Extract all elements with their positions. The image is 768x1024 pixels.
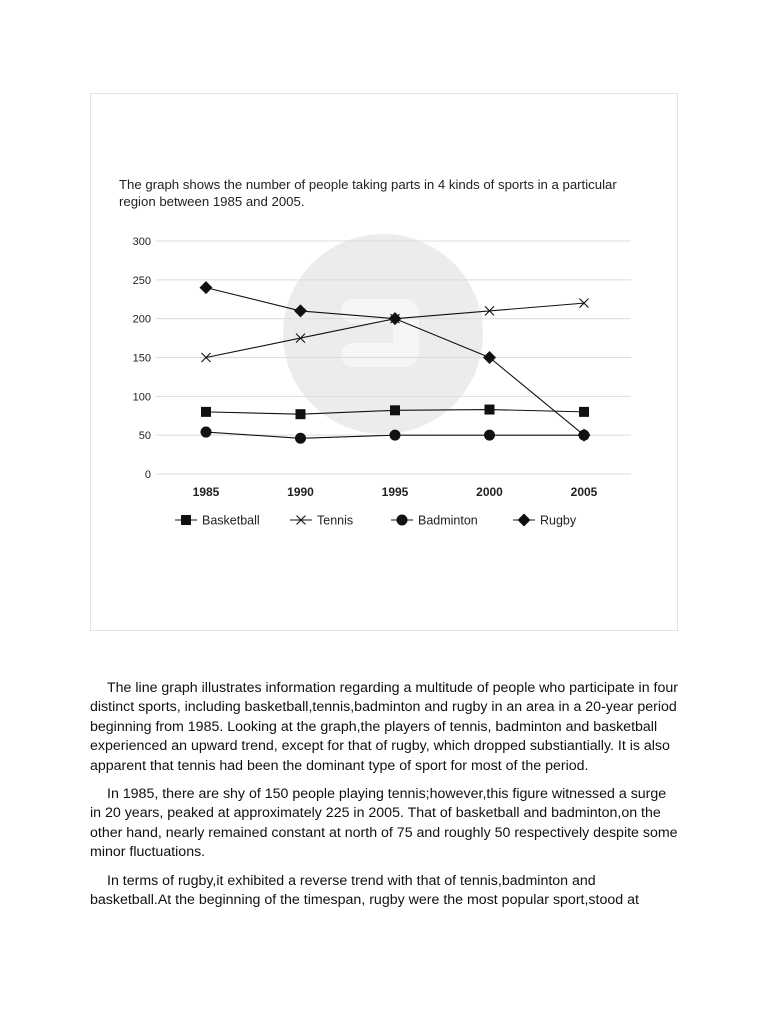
point-badminton (484, 430, 495, 441)
legend-item-basketball (175, 514, 260, 528)
x-tick-label: 1995 (381, 485, 409, 499)
point-basketball (390, 405, 400, 415)
paragraph-3: In terms of rugby,it exhibited a reverse trend with that of tennis,badminton and basketball.At the beginning of the timespan, rugby were the most popular sport,stood at (90, 872, 639, 909)
x-tick-label: 1990 (287, 485, 314, 499)
y-tick-label: 50 (138, 430, 151, 443)
point-basketball (296, 409, 306, 419)
y-tick-label: 100 (132, 391, 151, 404)
y-tick-label: 200 (132, 313, 151, 326)
watermark-logo (283, 234, 483, 434)
legend-item-tennis (290, 514, 353, 528)
point-basketball (201, 407, 211, 417)
x-tick-label: 1985 (192, 485, 220, 499)
point-badminton (201, 427, 212, 438)
y-tick-label: 150 (132, 352, 151, 365)
chart-figure (90, 93, 678, 631)
legend-item-badminton (391, 514, 478, 528)
legend-marker-badminton (397, 515, 408, 526)
watermark-circle (283, 234, 483, 434)
point-rugby (200, 281, 213, 294)
x-tick-label: 2000 (476, 485, 503, 499)
x-tick-labels (193, 485, 598, 499)
point-badminton (295, 433, 306, 444)
point-badminton (390, 430, 401, 441)
article-body (90, 679, 680, 919)
point-rugby (578, 429, 591, 442)
point-rugby (483, 351, 496, 364)
paragraph-2: In 1985, there are shy of 150 people playing tennis;however,this figure witnessed a surge in 20 years, peaked at approximately 225 in 2005. That of basketball and badminton,on the other hand, nearly remained constant at north of 75 and roughly 50 respectively despite some minor fluctuations. (90, 786, 678, 861)
legend-marker-basketball (181, 515, 191, 525)
chart-title-line-2: region between 1985 and 2005. (119, 194, 305, 209)
paragraph-1: The line graph illustrates information regarding a multitude of people who participate in four distinct sports, including basketball,tennis,badminton and rugby in an area in a 20-year period beginning from 1985. Looking at the graph,the players of tennis, badminton and basketball experienced an upward trend, except for that of rugby, which dropped substiantially. It is also apparent that tennis had been the dominant type of sport for most of the period. (90, 680, 678, 774)
legend-item-rugby (513, 514, 577, 528)
legend-label-basketball: Basketball (202, 513, 260, 528)
y-tick-label: 0 (144, 469, 151, 481)
legend-label-rugby: Rugby (540, 513, 577, 528)
legend-marker-rugby (518, 514, 531, 527)
y-tick-label: 250 (132, 274, 151, 287)
point-basketball (579, 407, 589, 417)
x-tick-label: 2005 (570, 485, 598, 499)
y-tick-label: 300 (132, 236, 151, 248)
chart-title-line-1: The graph shows the number of people taking parts in 4 kinds of sports in a particular (119, 177, 617, 192)
legend-label-badminton: Badminton (418, 513, 478, 528)
legend-label-tennis: Tennis (317, 513, 354, 528)
legend (175, 514, 577, 528)
y-tick-labels (133, 236, 151, 481)
line-chart (91, 94, 679, 632)
point-basketball (485, 405, 495, 415)
